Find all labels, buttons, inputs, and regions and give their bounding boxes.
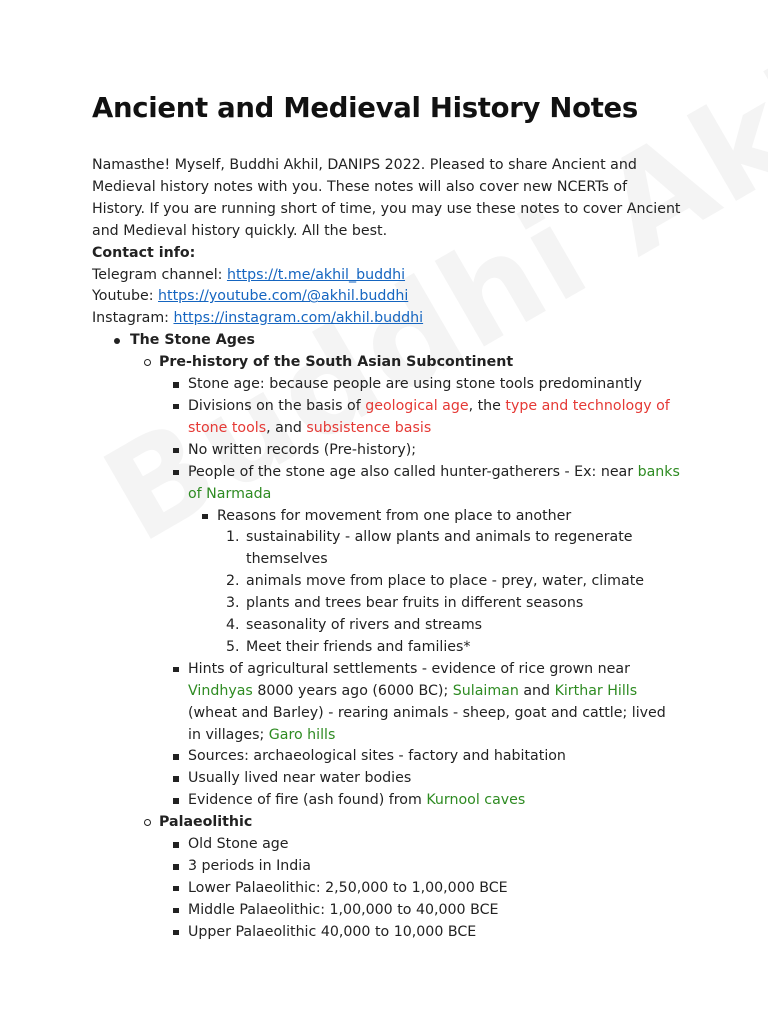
section-heading-prehistory: Pre-history of the South Asian Subcontinent [159, 354, 514, 371]
list-item: 3 periods in India [188, 856, 682, 878]
list-item [159, 812, 682, 943]
list-item-text: Hints of agricultural settlements - evidence of rice grown near [188, 660, 630, 677]
list-item [188, 659, 682, 747]
list-item [188, 746, 682, 768]
list-item: Old Stone age [188, 834, 682, 856]
list-item-text: Stone age: because people are using stone tools predominantly [188, 376, 642, 393]
instagram-link[interactable]: https://instagram.com/akhil.buddhi [173, 310, 424, 327]
list-item: Lower Palaeolithic: 2,50,000 to 1,00,000 BCE [188, 878, 682, 900]
list-item-text: and [518, 682, 555, 699]
list-item [188, 440, 682, 462]
numbered-item: sustainability - allow plants and animals to regenerate themselves [246, 529, 633, 568]
list-item-text: , the [468, 397, 506, 414]
list-item-text: Usually lived near water bodies [188, 770, 412, 787]
list-item [188, 374, 682, 396]
list-item: Upper Palaeolithic 40,000 to 10,000 BCE [188, 922, 682, 944]
highlight-green: Kurnool caves [426, 792, 526, 809]
list-item-text: Evidence of fire (ash found) from [188, 792, 427, 809]
list-item-text: Divisions on the basis of [188, 397, 366, 414]
list-item: Middle Palaeolithic: 1,00,000 to 40,000 BCE [188, 900, 682, 922]
numbered-item: Meet their friends and families* [246, 638, 471, 655]
highlight-green: banks of Narmada [188, 463, 680, 502]
youtube-link[interactable]: https://youtube.com/@akhil.buddhi [158, 288, 409, 305]
contact-heading: Contact info: [92, 244, 196, 261]
list-item [188, 768, 682, 790]
numbered-item: plants and trees bear fruits in different seasons [246, 595, 584, 612]
list-item-text: People of the stone age also called hunter-gatherers - Ex: near [188, 463, 638, 480]
youtube-line [92, 286, 682, 308]
telegram-label: Telegram channel: [92, 266, 227, 283]
telegram-link[interactable]: https://t.me/akhil_buddhi [226, 266, 406, 283]
youtube-label: Youtube: [92, 288, 159, 305]
list-item [188, 462, 682, 659]
highlight-green: Garo hills [268, 726, 336, 743]
list-item-text: , and [266, 419, 307, 436]
list-item-text: 8000 years ago (6000 BC); [252, 682, 453, 699]
document-body [92, 88, 682, 944]
outline-list [92, 330, 682, 943]
list-item [159, 352, 682, 812]
list-item [130, 330, 682, 943]
telegram-line [92, 265, 682, 287]
highlight-green: Vindhyas [188, 682, 253, 699]
list-item-text: (wheat and Barley) - rearing animals - sheep, goat and cattle; lived in villages; [188, 704, 666, 743]
highlight-red: subsistence basis [306, 419, 432, 436]
highlight-green: Kirthar Hills [554, 682, 638, 699]
numbered-item: animals move from place to place - prey, water, climate [246, 573, 644, 590]
section-heading-palaeolithic: Palaeolithic [159, 814, 253, 831]
highlight-green: Sulaiman [452, 682, 519, 699]
section-heading-stone-ages: The Stone Ages [130, 332, 255, 349]
instagram-line [92, 308, 682, 330]
instagram-label: Instagram: [92, 310, 174, 327]
highlight-red: type and technology of stone tools [188, 397, 670, 436]
list-item [217, 506, 682, 659]
highlight-red: geological age [365, 397, 469, 414]
list-item-text: No written records (Pre-history); [188, 441, 417, 458]
list-item-text: Sources: archaeological sites - factory and habitation [188, 748, 566, 765]
list-item [188, 790, 682, 812]
intro-paragraph: Namasthe! Myself, Buddhi Akhil, DANIPS 2022. Pleased to share Ancient and Medieval history notes with you. These notes will also cover new NCERTs of History. If you are running short of time, you may use these notes to cover Ancient and Medieval history quickly. All the best. [92, 157, 681, 239]
numbered-item: seasonality of rivers and streams [246, 617, 483, 634]
list-item [188, 396, 682, 440]
list-item-text: Reasons for movement from one place to another [217, 507, 572, 524]
page-title: Ancient and Medieval History Notes [92, 92, 638, 124]
